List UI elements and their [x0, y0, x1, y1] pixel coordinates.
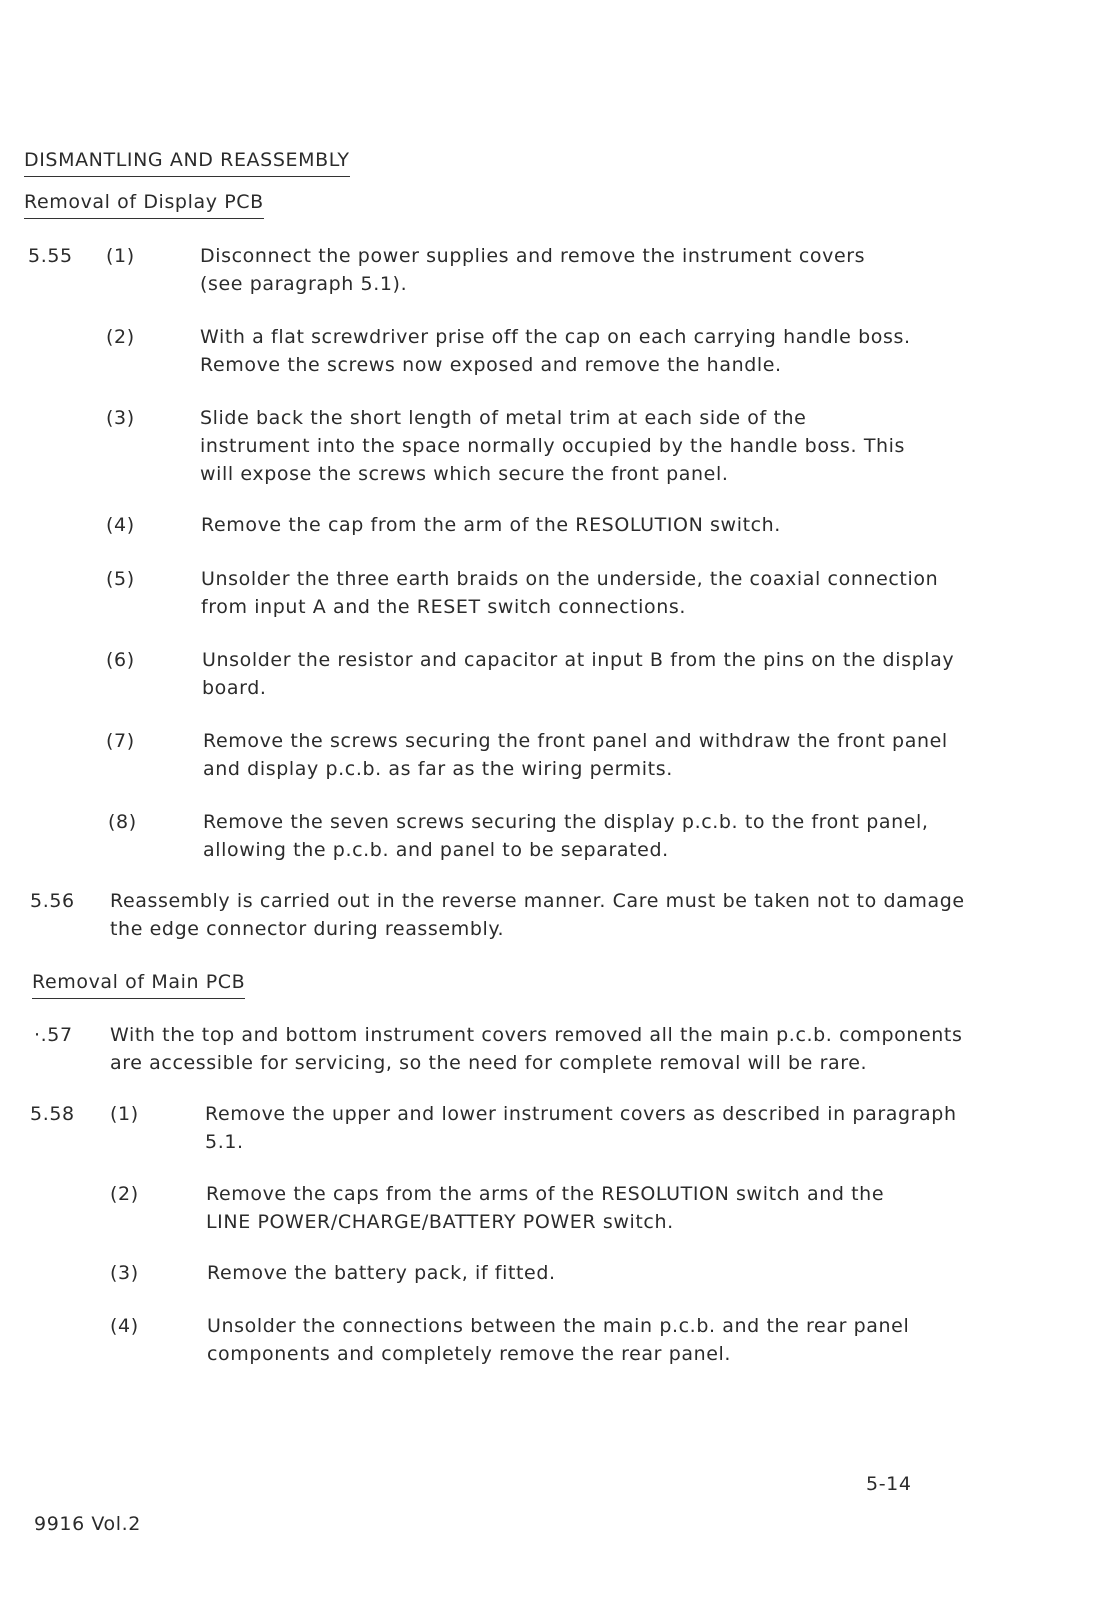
step-text: Unsolder the resistor and capacitor at input B from the pins on the display board.	[202, 649, 955, 699]
paragraph-number-5-57: ·.57	[34, 1024, 73, 1046]
step-number: (4)	[110, 1315, 139, 1337]
step-number: (6)	[106, 649, 135, 671]
step-number: (2)	[110, 1183, 139, 1205]
step-number: (2)	[106, 326, 135, 348]
paragraph-number-5-55: 5.55	[28, 245, 73, 267]
step-text: Unsolder the connections between the main p.c.b. and the rear panel components and completely remove the rear panel.	[207, 1315, 910, 1365]
paragraph-number-5-58: 5.58	[30, 1103, 75, 1125]
step-number: (1)	[106, 245, 135, 267]
section-title: DISMANTLING AND REASSEMBLY	[24, 146, 350, 177]
step-text: Remove the upper and lower instrument covers as described in paragraph 5.1.	[205, 1103, 957, 1153]
paragraph-text-5-56: Reassembly is carried out in the reverse manner. Care must be taken not to damage the edge connector during reassembly.	[110, 890, 965, 940]
paragraph-text-5-57: With the top and bottom instrument covers removed all the main p.c.b. components are accessible for servicing, so the need for complete removal will be rare.	[110, 1024, 963, 1074]
document-reference: 9916 Vol.2	[34, 1513, 141, 1535]
subsection-title-main-pcb: Removal of Main PCB	[32, 968, 245, 999]
step-number: (8)	[108, 811, 137, 833]
step-text: With a flat screwdriver prise off the cap on each carrying handle boss. Remove the screws now exposed and remove the handle.	[200, 326, 911, 376]
step-text: Unsolder the three earth braids on the underside, the coaxial connection from input A and the RESET switch connections.	[201, 568, 939, 618]
page-number: 5-14	[866, 1473, 912, 1495]
step-number: (4)	[106, 514, 135, 536]
step-number: (3)	[110, 1262, 139, 1284]
step-number: (7)	[106, 730, 135, 752]
step-number: (1)	[110, 1103, 139, 1125]
step-text: Remove the battery pack, if fitted.	[207, 1262, 556, 1284]
subsection-title-display-pcb: Removal of Display PCB	[24, 188, 264, 219]
step-number: (5)	[106, 568, 135, 590]
step-text: Remove the seven screws securing the display p.c.b. to the front panel, allowing the p.c.b. and panel to be separated.	[203, 811, 929, 861]
step-number: (3)	[106, 407, 135, 429]
step-text: Remove the caps from the arms of the RESOLUTION switch and the LINE POWER/CHARGE/BATTERY POWER switch.	[206, 1183, 885, 1233]
step-text: Remove the cap from the arm of the RESOLUTION switch.	[201, 514, 781, 536]
step-text: Remove the screws securing the front panel and withdraw the front panel and display p.c.b. as far as the wiring permits.	[203, 730, 948, 780]
step-text: Disconnect the power supplies and remove the instrument covers (see paragraph 5.1).	[200, 245, 866, 295]
paragraph-number-5-56: 5.56	[30, 890, 75, 912]
step-text: Slide back the short length of metal trim at each side of the instrument into the space normally occupied by the handle boss. This will expose the screws which secure the front panel.	[200, 407, 906, 485]
